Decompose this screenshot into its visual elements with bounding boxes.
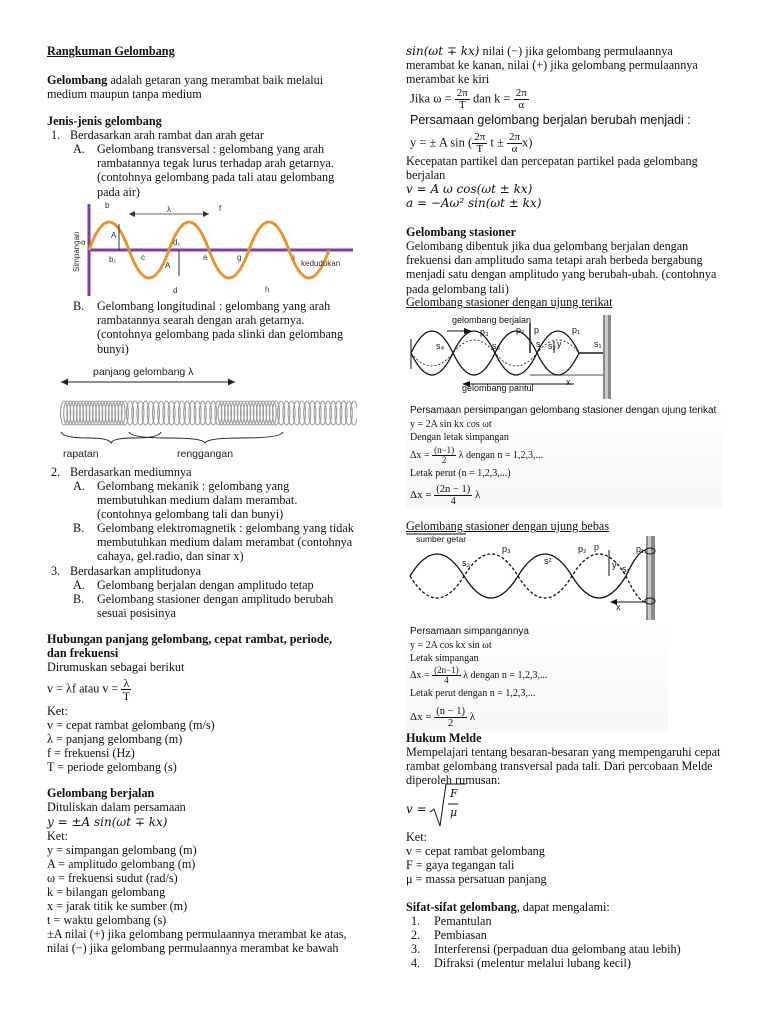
label-o: o [81,238,86,247]
label-d: d [173,286,178,295]
terikat-box-eq: y = 2A sin kx cos ωt [410,419,492,430]
item-3-number: 3. [51,564,61,578]
berjalan-amplitude-note: ±A nilai (+) jika gelombang permulaannya merambat ke atas, nilai (−) jika gelombang permulaannya merambat ke bawah [47,927,347,956]
bebas-box-letak-simpangan: Letak simpangan [410,653,479,664]
item-3a-letter: A. [73,578,85,592]
label-gelombang-berjalan: gelombang berjalan [452,315,532,325]
label-p: p [534,325,540,335]
persamaan-berjalan-formula: y = ± A sin ( $\frac{2\pi}{T}$ t ± $\frac{2\pi}{\alpha}$ x) [410,131,533,155]
coil [351,401,358,425]
label-renggangan: renggangan [177,448,234,460]
label-s1: s₁ [594,339,602,349]
label-p1: p₁ [572,325,581,335]
renggangan-brace [129,432,283,443]
kecepatan-text: Kecepatan partikel dan percepatan partikel pada gelombang berjalan [406,154,698,183]
transverse-wave-figure [53,200,357,298]
longitudinal-wave-figure [53,364,357,462]
label-p3: p₃ [502,544,511,554]
item-3b: Gelombang stasioner dengan amplitudo berubah sesuai posisinya [97,592,334,621]
label-b1: b₁ [109,255,117,264]
label-amplitude-2: A [165,261,171,270]
hubungan-ket-1: λ = panjang gelombang (m) [47,732,183,746]
label-s3: s₃ [492,341,501,351]
berjalan-ket-label: Ket: [47,829,68,843]
bebas-box-eq: y = 2A cos kx sin ωt [410,640,492,651]
item-2: Berdasarkan mediumnya [70,465,192,479]
item-1b-letter: B. [73,299,85,313]
berjalan-ket-4: x = jarak titik ke sumber (m) [47,899,188,913]
terikat-box-dx1: Δx = $\frac{(n-1)}{2}$ λ dengan n = 1,2,3,... [410,445,544,465]
berjalan-ket-1: A = amplitudo gelombang (m) [47,857,196,871]
velocity-formula: v = A ω cos(ωt ± kx) [406,182,533,196]
wave-upper [411,331,603,375]
item-3: Berdasarkan amplitudonya [70,564,201,578]
label-y: y [557,339,562,349]
melde-mu: μ [450,806,458,819]
berjalan-formula: y = ±A sin(ωt ∓ kx) [47,815,168,829]
label-x: x [566,377,571,387]
melde-ket-1: F = gaya tegangan tali [406,858,515,872]
item-1: Berdasarkan arah rambat dan arah getar [70,128,264,142]
sifat-item-1: Pembiasan [434,928,487,942]
label-kedudukan: kedudukan [301,259,341,268]
label-amplitude-1: A [111,231,117,240]
terikat-heading: Gelombang stasioner dengan ujung terikat [406,295,613,309]
hubungan-formula: v = λf atau v = $\frac{\lambda}{T}$ [47,676,131,703]
wave-lower [411,331,603,375]
terikat-box-letak-perut: Letak perut (n = 1,2,3,...) [410,468,511,479]
berjalan-intro: Dituliskan dalam persamaan [47,800,186,814]
sin-note: sin(ωt ∓ kx) nilai (−) jika gelombang permulaannya merambat ke kanan, nilai (+) jika gelombang permulaannya merambat ke kiri [406,44,698,87]
bebas-box-title: Persamaan simpangannya [410,626,529,637]
page-title: Rangkuman Gelombang [47,44,175,58]
label-s1: s₁ [622,564,630,574]
wave-solid [410,550,646,598]
label-p3: p₃ [480,327,489,337]
jenis-heading: Jenis-jenis gelombang [47,114,162,128]
sifat-item-3: Difraksi (melentur melalui lubang kecil) [434,956,631,970]
label-x: x [616,602,621,612]
berjalan-ket-5: t = waktu gelombang (s) [47,913,167,927]
definition-paragraph [47,73,347,101]
sifat-heading: Sifat-sifat gelombang, dapat mengalami: [406,900,610,914]
item-2b-letter: B. [73,521,85,535]
item-1a: Gelombang transversal : gelombang yang arah rambatannya tegak lurus terhadap arah getarnya. (contohnya gelombang pada tali atau gelombang pada air) [97,142,335,199]
item-2a-letter: A. [73,479,85,493]
slinky-coils [61,401,358,425]
bebas-box-dx2: Δx = $\frac{(n - 1)}{2}$ λ [410,706,476,729]
terikat-box-dx2: Δx = $\frac{(2n - 1)}{4}$ λ [410,484,481,507]
label-h: h [265,285,270,294]
melde-v-label: v = [406,802,427,816]
item-1a-letter: A. [73,142,85,156]
label-c: c [141,253,145,262]
hubungan-heading: Hubungan panjang gelombang, cepat rambat, periode, dan frekuensi [47,632,333,661]
label-s4: s₄ [436,341,445,351]
hubungan-ket-0: v = cepat rambat gelombang (m/s) [47,718,215,732]
label-s2: s₂ [548,341,556,351]
y-axis-label: Simpangan [72,231,81,272]
melde-sqrt-sign [428,782,468,828]
bebas-box-dx1: Δx = $\frac{(2n-1)}{4}$ λ dengan n = 1,2,3,... [410,665,548,685]
berjalan-heading: Gelombang berjalan [47,786,155,800]
berjalan-ket-0: y = simpangan gelombang (m) [47,843,197,857]
berjalan-ket-2: ω = frekuensi sudut (rad/s) [47,871,178,885]
definition-text: adalah getaran yang merambat baik melalui medium maupun tanpa medium [47,73,324,102]
item-1-number: 1. [51,128,61,142]
melde-ket-2: μ = massa persatuan panjang [406,872,547,886]
persamaan-berjalan-label: Persamaan gelombang berjalan berubah menjadi : [410,113,691,127]
label-p: p [594,542,600,552]
item-3b-letter: B. [73,592,85,606]
standing-wave-fixed-figure [406,309,626,401]
hubungan-intro: Dirumuskan sebagai berikut [47,660,185,674]
label-gelombang-pantul: gelombang pantul [462,383,534,393]
definition-term: Gelombang [47,73,108,87]
label-sumber-getar: sumber getar [416,534,467,544]
item-2a: Gelombang mekanik : gelombang yang membutuhkan medium dalam merambat. (contohnya gelombang tali dan bunyi) [97,479,298,522]
sifat-item-0: Pemantulan [434,914,492,928]
label-p2: p₂ [516,325,525,335]
label-panjang-gelombang: panjang gelombang λ [93,366,194,378]
sifat-item-2: Interferensi (perpaduan dua gelombang atau lebih) [434,942,681,956]
label-y: y [612,560,617,570]
melde-F: F [450,787,458,800]
label-lambda: λ [167,205,171,214]
label-p1: p₁ [636,544,645,554]
bebas-box-letak-perut: Letak perut dengan n = 1,2,3,... [410,688,536,699]
hubungan-ket-3: T = periode gelombang (s) [47,760,177,774]
wave-dashed [410,554,646,602]
label-i: i [293,253,295,262]
terikat-equation-box [406,404,722,508]
melde-heading: Hukum Melde [406,731,482,745]
label-g: g [237,253,242,262]
label-s2: s² [544,556,552,566]
bebas-heading: Gelombang stasioner dengan ujung bebas [406,519,610,533]
bebas-equation-box [406,624,668,732]
label-e: e [203,253,208,262]
label-b: b [105,201,110,210]
hubungan-ket-label: Ket: [47,704,68,718]
melde-text: Mempelajari tentang besaran-besaran yang mempengaruhi cepat rambat gelombang transversal pada tali. Dari percobaan Melde diperoleh rumusan: [406,745,721,788]
terikat-box-title: Persamaan persimpangan gelombang stasioner dengan ujung terikat [410,405,717,416]
label-p2: p₂ [578,544,587,554]
item-1b: Gelombang longitudinal : gelombang yang arah rambatannya searah dengan arah getarnya. (contohnya gelombang pada slinki dan gelombang bunyi) [97,299,344,356]
label-s3: s₃ [462,558,471,568]
item-2-number: 2. [51,465,61,479]
label-f: f [219,204,222,213]
acceleration-formula: a = −Aω² sin(ωt ± kx) [406,196,542,210]
terikat-box-letak-simpangan: Dengan letak simpangan [410,432,509,443]
label-d1: d₁ [173,238,181,247]
standing-wave-free-figure [406,532,672,620]
melde-ket-label: Ket: [406,830,427,844]
melde-ket-0: v = cepat rambat gelombang [406,844,545,858]
label-rapatan: rapatan [63,448,99,460]
item-2b: Gelombang elektromagnetik : gelombang yang tidak membutuhkan medium dalam merambat (contohnya cahaya, gel.radio, dan sinar x) [97,521,354,564]
stasioner-text: Gelombang dibentuk jika dua gelombang berjalan dengan frekuensi dan amplitudo sama tetapi arah berbeda bergabung menjadi satu dengan amplitudo yang berubah-ubah. (contohnya pada gelombang tali) [406,239,717,296]
item-3a: Gelombang berjalan dengan amplitudo tetap [97,578,314,592]
berjalan-ket-3: k = bilangan gelombang [47,885,166,899]
hubungan-ket-2: f = frekuensi (Hz) [47,746,135,760]
label-s: s [536,339,541,349]
stasioner-heading: Gelombang stasioner [406,225,517,239]
jika-formula: Jika ω = $\frac{2\pi}{T}$ dan k = $\frac{2\pi}{\alpha}$ [410,87,527,111]
